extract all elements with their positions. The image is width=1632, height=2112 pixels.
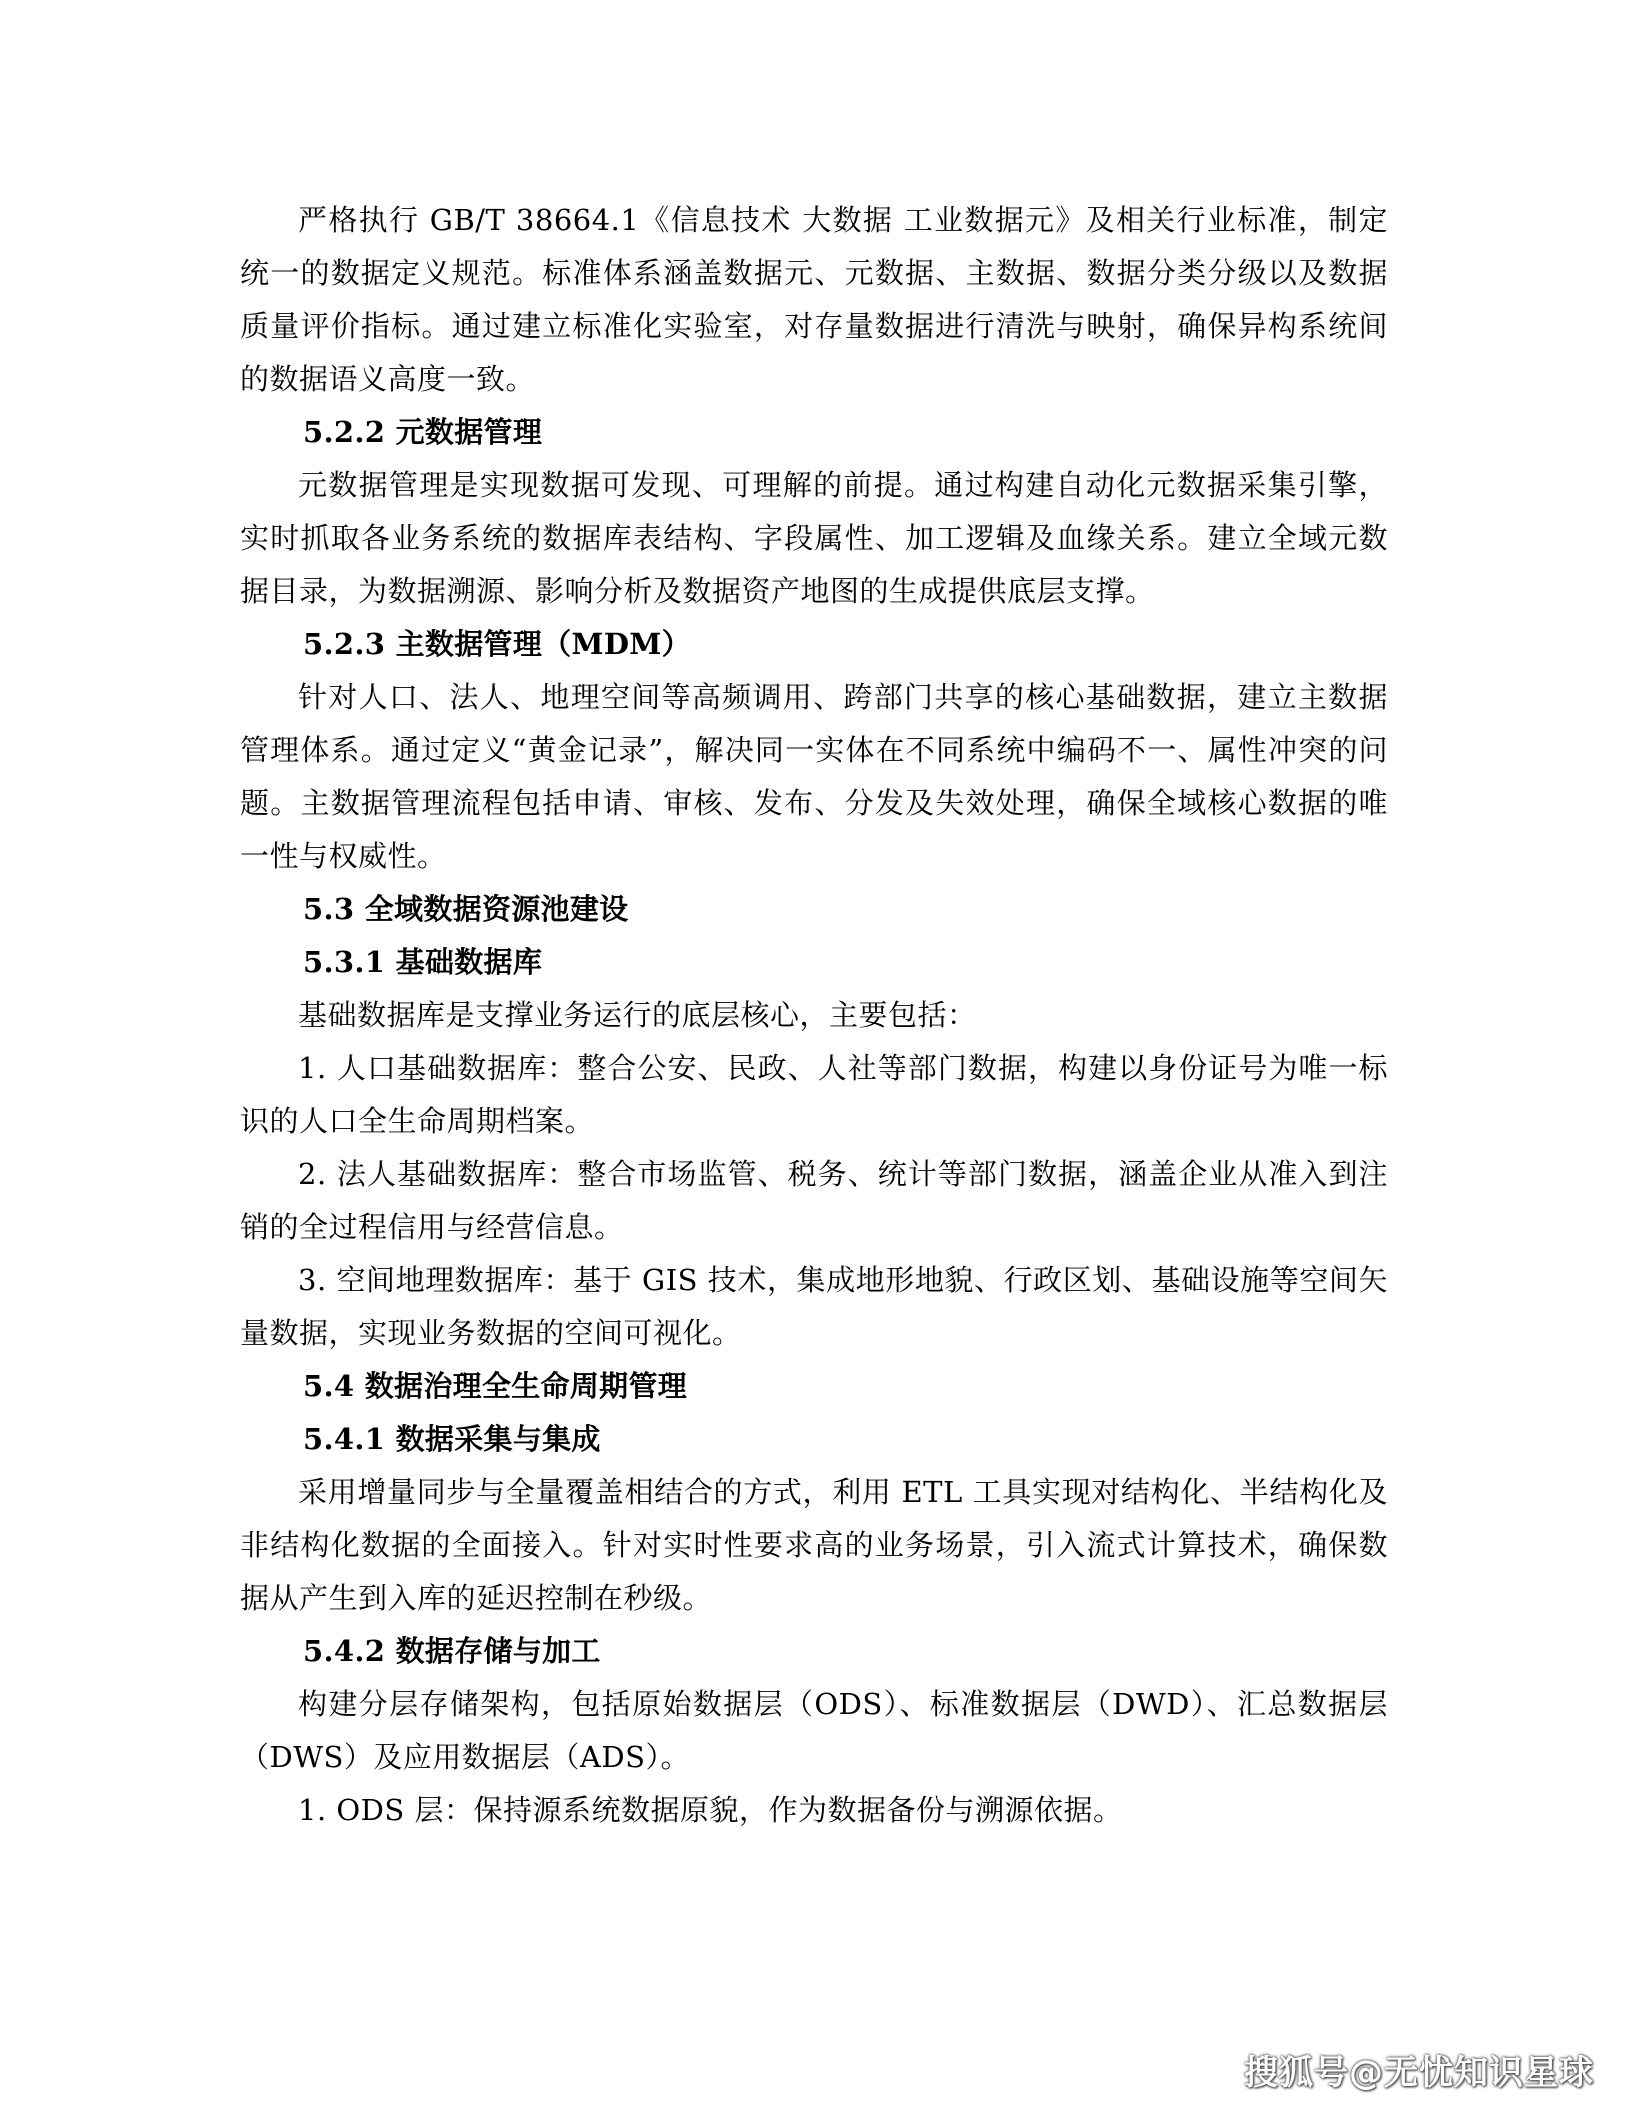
heading-5-2-2: 5.2.2 元数据管理 bbox=[303, 415, 543, 449]
list-item-legal-entity-db: 2. 法人基础数据库：整合市场监管、税务、统计等部门数据，涵盖企业从准入到注销的全过程信用与经营信息。 bbox=[240, 1157, 1388, 1244]
heading-5-3: 5.3 全域数据资源池建设 bbox=[303, 892, 629, 926]
document-body bbox=[240, 194, 1388, 1837]
heading-5-4-1: 5.4.1 数据采集与集成 bbox=[303, 1422, 601, 1456]
paragraph-base-db-intro: 基础数据库是支撑业务运行的底层核心，主要包括： bbox=[298, 998, 977, 1032]
list-item-population-db: 1. 人口基础数据库：整合公安、民政、人社等部门数据，构建以身份证号为唯一标识的人口全生命周期档案。 bbox=[240, 1051, 1388, 1138]
heading-5-3-1: 5.3.1 基础数据库 bbox=[303, 945, 543, 979]
paragraph-metadata: 元数据管理是实现数据可发现、可理解的前提。通过构建自动化元数据采集引擎，实时抓取各业务系统的数据库表结构、字段属性、加工逻辑及血缘关系。建立全域元数据目录，为数据溯源、影响分析及数据资产地图的生成提供底层支撑。 bbox=[240, 468, 1388, 608]
heading-5-4-2: 5.4.2 数据存储与加工 bbox=[303, 1634, 601, 1668]
list-item-ods-layer: 1. ODS 层：保持源系统数据原貌，作为数据备份与溯源依据。 bbox=[298, 1793, 1123, 1827]
paragraph-standards: 严格执行 GB/T 38664.1《信息技术 大数据 工业数据元》及相关行业标准，制定统一的数据定义规范。标准体系涵盖数据元、元数据、主数据、数据分类分级以及数据质量评价指标。通过建立标准化实验室，对存量数据进行清洗与映射，确保异构系统间的数据语义高度一致。 bbox=[240, 203, 1388, 396]
paragraph-mdm: 针对人口、法人、地理空间等高频调用、跨部门共享的核心基础数据，建立主数据管理体系。通过定义“黄金记录”，解决同一实体在不同系统中编码不一、属性冲突的问题。主数据管理流程包括申请、审核、发布、分发及失效处理，确保全域核心数据的唯一性与权威性。 bbox=[240, 680, 1388, 873]
paragraph-storage: 构建分层存储架构，包括原始数据层（ODS）、标准数据层（DWD）、汇总数据层（DWS）及应用数据层（ADS）。 bbox=[240, 1687, 1388, 1774]
watermark: 搜狐号@无忧知识星球 bbox=[1244, 2053, 1594, 2093]
heading-5-2-3: 5.2.3 主数据管理（MDM） bbox=[303, 627, 691, 661]
paragraph-collection: 采用增量同步与全量覆盖相结合的方式，利用 ETL 工具实现对结构化、半结构化及非结构化数据的全面接入。针对实时性要求高的业务场景，引入流式计算技术，确保数据从产生到入库的延迟控制在秒级。 bbox=[240, 1475, 1388, 1615]
list-item-spatial-db: 3. 空间地理数据库：基于 GIS 技术，集成地形地貌、行政区划、基础设施等空间矢量数据，实现业务数据的空间可视化。 bbox=[240, 1263, 1388, 1350]
heading-5-4: 5.4 数据治理全生命周期管理 bbox=[303, 1369, 688, 1403]
